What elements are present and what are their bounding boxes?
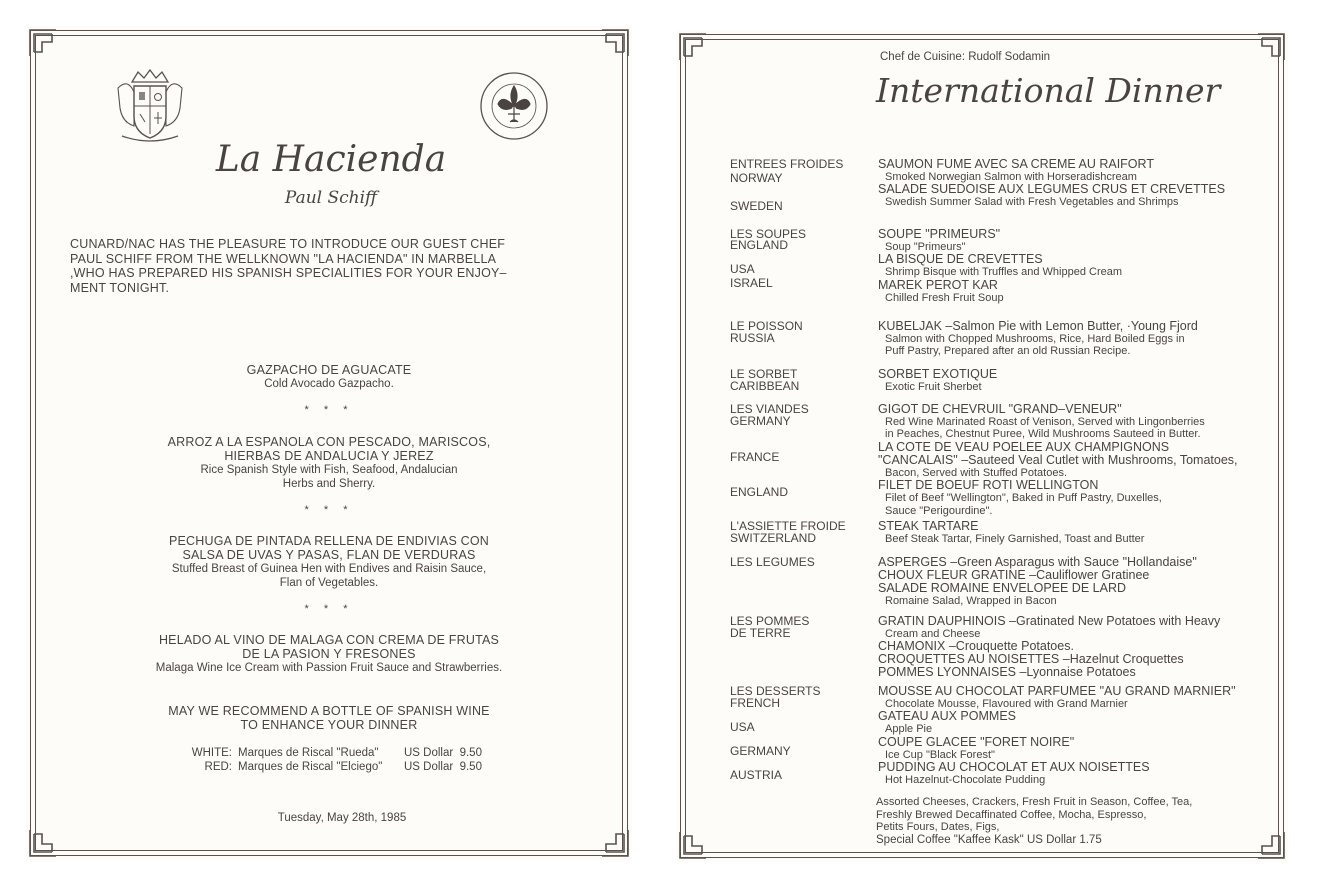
section-dishes [878, 685, 1278, 787]
country-label: GERMANY [730, 744, 791, 758]
wine-recommendation-line: MAY WE RECOMMEND A BOTTLE OF SPANISH WINE [168, 704, 490, 718]
wine-recommendation [26, 704, 632, 732]
dish-title: MAREK PEROT KAR [878, 277, 998, 292]
dish-entry [878, 320, 1278, 358]
intro-line: PAUL SCHIFF FROM THE WELLKNOWN "LA HACIENDA" IN MARBELLA [70, 251, 497, 266]
dish-entry [878, 228, 1278, 253]
course-description: Rice Spanish Style with Fish, Seafood, Andalucian [200, 464, 458, 476]
dish-entry [878, 479, 1278, 517]
dish-title: GATEAU AUX POMMES [878, 709, 1016, 724]
country-label: ENGLAND [730, 238, 789, 252]
section-dishes [878, 228, 1278, 304]
country-label: GERMANY [730, 414, 791, 428]
dish-title: SALADE SUEDOISE AUX LEGUMES CRUS ET CREVETTES [878, 182, 1226, 197]
dish-title: LA BISQUE DE CREVETTES [878, 252, 1043, 267]
separator: * * * [304, 404, 354, 416]
course-description: Flan of Vegetables. [279, 577, 379, 589]
dish-entry [878, 685, 1278, 710]
course-1 [26, 363, 632, 391]
section-dishes [878, 158, 1278, 209]
country-label: ENGLAND [730, 485, 789, 499]
wine-name: Marques de Riscal "Elciego" [238, 761, 383, 773]
wine-label: WHITE: [191, 747, 232, 759]
dish-description: Shrimp Bisque with Truffles and Whipped Cream [885, 266, 1123, 279]
greek-key-corner-icon [600, 828, 630, 858]
course-title: GAZPACHO DE AGUACATE [246, 363, 412, 377]
country-label: USA [730, 262, 755, 276]
dish-title: ASPERGES –Green Asparagus with Sauce "Hollandaise" [878, 555, 1197, 569]
dish-title: LA COTE DE VEAU POELEE AUX CHAMPIGNONS [878, 439, 1170, 454]
intro-text [70, 237, 590, 295]
dish-description: Romaine Salad, Wrapped in Bacon [885, 595, 1057, 607]
dish-title: GRATIN DAUPHINOIS –Gratinated New Potatoes with Heavy [878, 614, 1221, 628]
intro-line: ,WHO HAS PREPARED HIS SPANISH SPECIALITIES FOR YOUR ENJOY– [70, 266, 507, 281]
course-title: HIERBAS DE ANDALUCIA Y JEREZ [224, 449, 434, 463]
course-description: Stuffed Breast of Guinea Hen with Endives and Raisin Sauce, [171, 563, 487, 575]
dish-entry [878, 158, 1278, 183]
section-dishes [878, 403, 1278, 517]
dish-entry [878, 640, 1278, 679]
chef-de-cuisine: Chef de Cuisine: Rudolf Sodamin [880, 51, 1051, 63]
dish-description: Cream and Cheese [885, 628, 981, 640]
dish-title: SOUPE "PRIMEURS" [878, 227, 1001, 241]
greek-key-corner-icon [1256, 32, 1286, 62]
course-2 [26, 435, 632, 491]
dish-entry [878, 615, 1278, 640]
section-label: LES DESSERTS [730, 684, 821, 698]
dish-entry [878, 279, 1278, 304]
section-dishes [878, 615, 1278, 679]
wine-row [176, 746, 536, 760]
course-4 [26, 633, 632, 675]
dish-entry [878, 710, 1278, 735]
dish-title: SAUMON FUME AVEC SA CREME AU RAIFORT [878, 157, 1154, 171]
dish-entry [878, 736, 1278, 761]
dish-description: Chocolate Mousse, Flavoured with Grand Marnier [885, 698, 1128, 710]
dish-entry [878, 183, 1278, 208]
country-label: FRENCH [730, 696, 780, 710]
dish-description: Salmon with Chopped Mushrooms, Rice, Hard Boiled Eggs in [885, 333, 1185, 345]
country-label: NORWAY [730, 171, 783, 185]
dish-title: "CANCALAIS" –Sauteed Veal Cutlet with Mushrooms, Tomatoes, [878, 452, 1238, 467]
dish-description: Hot Hazelnut-Chocolate Pudding [885, 774, 1046, 787]
dish-title: COUPE GLACEE "FORET NOIRE" [878, 734, 1075, 749]
coat-of-arms-icon [114, 66, 186, 146]
closing-notes [876, 796, 1192, 846]
chef-name: Paul Schiff [284, 188, 378, 208]
country-label: AUSTRIA [730, 768, 783, 782]
dish-title: STEAK TARTARE [878, 519, 979, 533]
dish-description: Swedish Summer Salad with Fresh Vegetables and Shrimps [885, 196, 1179, 209]
section-label: LES LEGUMES [730, 555, 815, 569]
course-description: Malaga Wine Ice Cream with Passion Fruit Sauce and Strawberries. [155, 662, 503, 674]
dish-description: Puff Pastry, Prepared after an old Russian Recipe. [885, 345, 1131, 358]
country-label: USA [730, 720, 755, 734]
course-title: DE LA PASION Y FRESONES [242, 647, 416, 661]
wine-row [176, 760, 536, 774]
country-label: RUSSIA [730, 331, 775, 345]
dish-description: in Peaches, Chestnut Puree, Wild Mushrooms Sauteed in Butter. [885, 428, 1201, 441]
course-description: Herbs and Sherry. [282, 478, 376, 490]
dish-description: Apple Pie [885, 723, 933, 736]
intro-line: MENT TONIGHT. [70, 280, 170, 295]
section-dishes [878, 320, 1278, 358]
greek-key-corner-icon [1256, 830, 1286, 860]
wine-name: Marques de Riscal "Rueda" [238, 747, 379, 759]
closing-line: Assorted Cheeses, Crackers, Fresh Fruit in Season, Coffee, Tea, [876, 796, 1193, 808]
section-dishes [878, 368, 1278, 393]
dish-description: Soup "Primeurs" [885, 241, 966, 253]
dish-description: Ice Cup "Black Forest" [885, 748, 995, 761]
course-title: PECHUGA DE PINTADA RELLENA DE ENDIVIAS CON [168, 534, 490, 548]
greek-key-corner-icon [28, 828, 58, 858]
dish-entry [878, 403, 1278, 441]
dish-title: CROQUETTES AU NOISETTES –Hazelnut Croquettes [878, 652, 1184, 667]
dish-entry [878, 520, 1278, 545]
section-dishes [878, 520, 1278, 545]
dish-description: Exotic Fruit Sherbet [885, 381, 982, 393]
dish-description: Chilled Fresh Fruit Soup [885, 291, 1004, 304]
menu-date: Tuesday, May 28th, 1985 [277, 812, 407, 824]
dish-title: PUDDING AU CHOCOLAT ET AUX NOISETTES [878, 760, 1150, 775]
section-label: L'ASSIETTE FROIDE [730, 519, 846, 533]
left-menu-page [26, 26, 632, 860]
dish-title: SORBET EXOTIQUE [878, 367, 998, 381]
dish-entry [878, 761, 1278, 786]
dish-title: CHOUX FLEUR GRATINE –Cauliflower Gratinee [878, 568, 1150, 582]
course-title: HELADO AL VINO DE MALAGA CON CREMA DE FRUTAS [158, 633, 500, 647]
course-title: ARROZ A LA ESPANOLA CON PESCADO, MARISCOS, [167, 435, 491, 449]
dish-title: MOUSSE AU CHOCOLAT PARFUMEE "AU GRAND MARNIER" [878, 684, 1236, 698]
closing-line: Petits Fours, Dates, Figs, [876, 821, 1000, 834]
closing-line: Special Coffee "Kaffee Kask" US Dollar 1.75 [876, 833, 1102, 846]
country-label: FRANCE [730, 450, 780, 464]
section-label: LE SORBET [730, 367, 798, 381]
dish-title: FILET DE BOEUF ROTI WELLINGTON [878, 478, 1099, 493]
wine-recommendation-line: TO ENHANCE YOUR DINNER [240, 718, 418, 732]
greek-key-corner-icon [678, 830, 708, 860]
wine-label: RED: [204, 761, 232, 773]
dish-description: Sauce "Perigourdine". [885, 504, 993, 517]
dish-title: POMMES LYONNAISES –Lyonnaise Potatoes [878, 665, 1136, 680]
country-label: SWEDEN [730, 199, 783, 213]
greek-key-corner-icon [600, 28, 630, 58]
wine-price: US Dollar 9.50 [404, 747, 482, 759]
dish-entry [878, 441, 1278, 479]
dish-entry [878, 556, 1278, 607]
section-label: LE POISSON [730, 319, 803, 333]
separator: * * * [304, 504, 354, 516]
menu-title: International Dinner [876, 71, 1221, 110]
section-label: LES SOUPES [730, 227, 807, 241]
section-label: LES POMMES [730, 614, 810, 628]
dish-title: CHAMONIX –Crouquette Potatoes. [878, 639, 1074, 654]
section-label: LES VIANDES [730, 402, 809, 416]
section-dishes [878, 556, 1278, 607]
dish-description: Red Wine Marinated Roast of Venison, Served with Lingonberries [885, 416, 1205, 428]
wine-price: US Dollar 9.50 [404, 761, 482, 773]
course-title: SALSA DE UVAS Y PASAS, FLAN DE VERDURAS [182, 548, 476, 562]
dish-description: Smoked Norwegian Salmon with Horseradishcream [885, 171, 1137, 183]
separator: * * * [304, 603, 354, 615]
dish-entry [878, 253, 1278, 278]
dish-description: Filet of Beef "Wellington", Baked in Puff Pastry, Duxelles, [885, 492, 1162, 505]
greek-key-corner-icon [678, 32, 708, 62]
country-label: ISRAEL [730, 276, 773, 290]
country-label: SWITZERLAND [730, 531, 817, 545]
dish-title: KUBELJAK –Salmon Pie with Lemon Butter, ·Young Fjord [878, 319, 1198, 333]
fleur-de-lis-seal-icon [476, 68, 552, 144]
country-label: DE TERRE [730, 626, 791, 640]
right-menu-page [676, 30, 1288, 862]
course-description: Cold Avocado Gazpacho. [264, 378, 394, 390]
course-3 [26, 534, 632, 590]
dish-title: SALADE ROMAINE ENVELOPEE DE LARD [878, 581, 1126, 595]
dish-entry [878, 368, 1278, 393]
dish-description: Bacon, Served with Stuffed Potatoes. [885, 466, 1068, 479]
dish-description: Beef Steak Tartar, Finely Garnished, Toast and Butter [885, 533, 1145, 545]
intro-line: CUNARD/NAC HAS THE PLEASURE TO INTRODUCE OUR GUEST CHEF [70, 237, 506, 251]
dish-title: GIGOT DE CHEVRUIL "GRAND–VENEUR" [878, 402, 1122, 416]
section-label: ENTREES FROIDES [730, 157, 844, 171]
restaurant-name: La Hacienda [215, 139, 447, 180]
country-label: CARIBBEAN [730, 379, 800, 393]
closing-line: Freshly Brewed Decaffinated Coffee, Mocha, Espresso, [876, 808, 1147, 821]
greek-key-corner-icon [28, 28, 58, 58]
wine-list [176, 746, 536, 774]
